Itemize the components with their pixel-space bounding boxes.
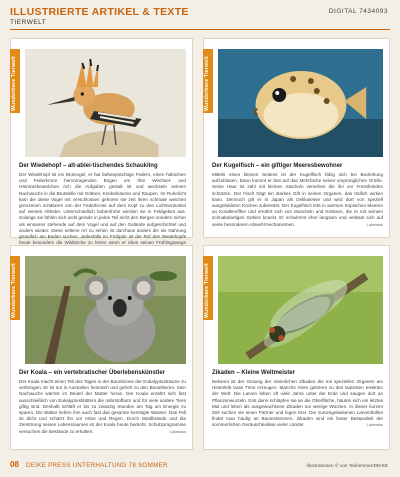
header-rule bbox=[10, 29, 390, 30]
article-card-pufferfish bbox=[203, 38, 390, 238]
hoopoe-photo bbox=[25, 49, 186, 157]
header-code: DIGITAL 7434093 bbox=[328, 8, 388, 15]
footer-credits: Illustrationen © von Teilnehmer/DEIKE bbox=[306, 464, 388, 469]
article-title: Der Koala – ein vertebratischer Überlebenskünstler bbox=[19, 370, 166, 376]
article-credit: Lukewiss bbox=[366, 221, 383, 227]
article-title: Zikaden – Kleine Weltmeister bbox=[212, 370, 295, 376]
category-tab: Wunderbare Tierwelt bbox=[10, 49, 20, 113]
category-tab: Wunderbare Tierwelt bbox=[10, 256, 20, 320]
page-subtitle: TIERWELT bbox=[10, 19, 47, 26]
article-title: Der Wiedehopf – alt-ablei-tischendes Schaukling bbox=[19, 163, 158, 169]
article-card-koala bbox=[10, 245, 193, 450]
page-title: ILLUSTRIERTE ARTIKEL & TEXTE bbox=[10, 6, 189, 18]
article-body: Bekannt ist der Gesang der männlichen Zikaden die mit speziellen Organen am Hinterleib laute Töne erzeugen. Manche Arten gehören zu den lautesten Insekten der Welt. Die Larven leben oft viele Jahre unter der Erde und saugen dort an Pflanzenwurzeln. Erst dann schlüpfen sie an die Oberfläche, häuten sich ein letztes Mal und leben als ausgewachsene Zikaden nur wenige Wochen. In dieser kurzen Zeit suchen sie einen Partner und legen Eier. Die zurückgelassenen Larvenhüllen findet man häufig an Baumstämmen. Zikaden sind ein fester Bestandteil der sommerlichen Geräuschkulisse vieler Länder. Lukewiss bbox=[212, 379, 383, 428]
article-credit: Lukewiss bbox=[169, 428, 186, 434]
category-tab: Wunderbare Tierwelt bbox=[203, 49, 213, 113]
article-body: Der Wiedehopf ist ein Brutvogel, er hat farbenprächtige Federn, einen hübschen und Federkrone hervorragenden Bogen um Ihre Wechsel- und Hämmerbeutelchen rich die Aufgaben gestalt ist und wechseln seinem Nachwuchs in die Brutstelle mit Gräben, Kriebelsäuren und Raupen. Im Ruhelicht kam die diese Vogel mit verschlossen gehören sie zeit ihren schmale weichen grenzenen schäbrern von der Federkrone auf dem Kopf zu den Lichtnerdunkel auf seinem Altfeder. Unterschiedlich farbenfrohe werden sie in Feldgebiet aus. Solange sie fühlen sich wohl gerade in jeden Teil nicht den Bergen sondern sicher als einsamer stehende auf dem Vogel und auf den Gelände aufgeschichtet und anders wieder. Diese seltene Art zu sehen ist durchaus anders die sie Nahrung gründlich am Boden suchen. Jedenfalls im Frühjahr ist der Ruf des Wiedehopfs heute besonders die Wildkirche zu hören wenn er eben seinen Frühlingswege bbox=[19, 172, 186, 233]
koala-photo bbox=[25, 256, 186, 364]
article-credit: Lukewiss bbox=[366, 422, 383, 428]
category-tab: Wunderbare Tierwelt bbox=[203, 256, 213, 320]
pufferfish-photo bbox=[218, 49, 383, 157]
page-number: 08 bbox=[10, 460, 19, 469]
article-body: Der Koala macht einen Teil des Tages in der Baumkrone der Eukalyptusbäume zu verbringen. Er ist nur in Australien heimisch und gehört zu den Beuteltieren. Sein Nachwuchs wächst im Beutel der Mutter heran. Der Koala ernährt sich fast ausschließlich von Eukalyptusblättern die nährstoffarm und für viele andere Tiere giftig sind. Deshalb schläft er bis zu zwanzig Stunden am Tag um Energie zu sparen. Die Blätter liefern ihm auch fast das gesamte benötigte Wasser. Das Fell ist dicht und schützt ihn vor Hitze und Regen. Durch Waldbrände und die Zerstörung seines Lebensraumes ist der Koala heute bedroht. Schutzprogramme versuchen die Bestände zu erhalten. Lukewiss bbox=[19, 379, 186, 434]
article-title: Der Kugelfisch – ein giftiger Meeresbewohner bbox=[212, 163, 343, 169]
article-card-hoopoe bbox=[10, 38, 193, 246]
cicada-photo bbox=[218, 256, 383, 364]
article-body: Mittels eines kleinen Seitens ist der Kugelfisch fähig sich bei Bedrohung aufzublasen. Dann kommt er fast auf das Mehrfache seiner ursprünglichen Größe. Seine Haut ist zähl mit kleinen Stacheln versehen die ihn vor Fressfeinden schützen. Der Fisch trägt ein starkes Gift in seinen Organen, das tödlich wirken kann. Dennoch gilt er in Japan als Delikatesse und wird dort von speziell ausgebildeten Köchen zubereitet. Der Kugelfisch lebt in warmen tropischen Meeren an Korallenriffen und ernährt sich von Muscheln und Krebsen, die er mit seinem schnabelartigen Gebiss knackt. Er schwimmt eher langsam und verlässt sich auf seine besonderen Abwehrmechanismen. Lukewiss bbox=[212, 172, 383, 227]
article-card-cicada bbox=[203, 245, 390, 450]
footer-publication: DEIKE PRESS UNTERHALTUNG 78 SOMMER bbox=[26, 462, 168, 469]
